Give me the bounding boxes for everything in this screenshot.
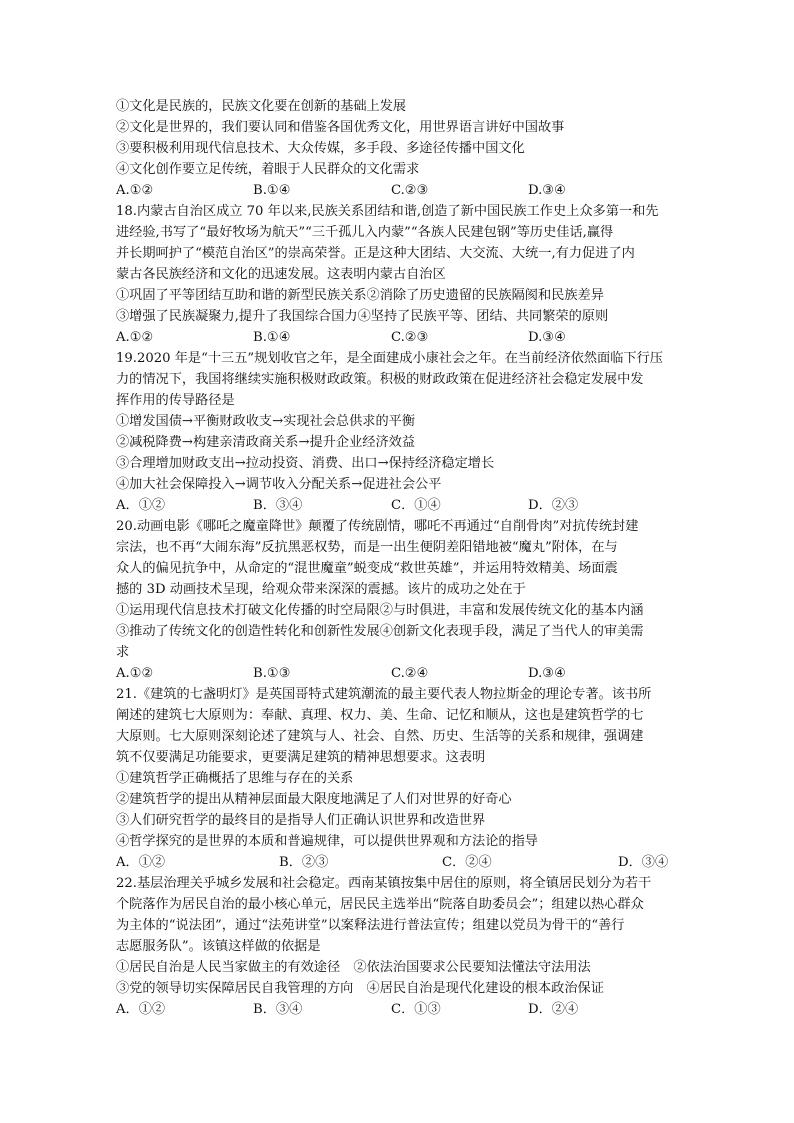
option-c: C．②④ xyxy=(442,855,492,870)
stem-line: 22.基层治理关乎城乡发展和社会稳定。西南某镇按集中居住的原则，将全镇居民划分为若干 xyxy=(116,876,652,891)
choice-line: ①巩固了平等团结互助和谐的新型民族关系②消除了历史遗留的民族隔阂和民族差异 xyxy=(116,288,604,303)
answer-options xyxy=(116,852,688,873)
stem-line: 19.2020 年是“十三五”规划收官之年，是全面建成小康社会之年。在当前经济依然面临下行压 xyxy=(116,351,663,366)
choice-line: ②减税降费→构建亲清政商关系→提升企业经济效益 xyxy=(116,435,416,450)
option-c: C.②③ xyxy=(391,183,429,198)
choice-line: ③要积极利用现代信息技术、大众传媒，多手段、多途径传播中国文化 xyxy=(116,141,525,156)
choice-line: ①建筑哲学正确概括了思维与存在的关系 xyxy=(116,771,354,786)
stem-line: 筑不仅要满足功能要求，更要满足建筑的精神思想要求。这表明 xyxy=(116,750,486,765)
choice-line: ③合理增加财政支出→拉动投资、消费、出口→保持经济稳定增长 xyxy=(116,456,495,471)
answer-options xyxy=(116,663,688,684)
answer-options xyxy=(116,999,688,1020)
option-c: C.②③ xyxy=(391,330,429,345)
question-17 xyxy=(116,96,688,201)
stem-line: 进经验,书写了“最好牧场为航天”“三千孤儿入内蒙”“各族人民建包钢”等历史佳话,赢得 xyxy=(116,225,614,240)
choice-line: ①居民自治是人民当家做主的有效途径 ②依法治国要求公民要知法懂法守法用法 xyxy=(116,960,591,975)
stem-line: 众人的偏见抗争中，从命定的“混世魔童”蜕变成“救世英雄”，并运用特效精美、场面震 xyxy=(116,561,618,576)
choice-line: ①运用现代信息技术打破文化传播的时空局限②与时俱进，丰富和发展传统文化的基本内涵 xyxy=(116,603,644,618)
option-a: A.①② xyxy=(116,183,154,198)
stem-line: 撼的 3D 动画技术呈现，给观众带来深深的震撼。该片的成功之处在于 xyxy=(116,582,526,597)
option-d: D.③④ xyxy=(528,330,566,345)
option-d: D．②④ xyxy=(528,1002,579,1017)
option-a: A.①② xyxy=(116,666,154,681)
option-b: B．③④ xyxy=(253,1002,303,1017)
stem-line: 20.动画电影《哪吒之魔童降世》颠覆了传统剧情，哪吒不再通过“自削骨肉”对抗传统封建 xyxy=(116,519,639,534)
choice-line: ①文化是民族的，民族文化要在创新的基础上发展 xyxy=(116,99,407,114)
choice-line: 求 xyxy=(116,645,130,660)
option-b: B．③④ xyxy=(253,498,303,513)
choice-line: ②文化是世界的，我们要认同和借鉴各国优秀文化，用世界语言讲好中国故事 xyxy=(116,120,565,135)
answer-options xyxy=(116,180,688,201)
question-19 xyxy=(116,348,688,516)
choice-line: ④哲学探究的是世界的本质和普遍规律，可以提供世界观和方法论的指导 xyxy=(116,834,538,849)
stem-line: 个院落作为居民自治的最小核心单元，居民民主选举出“院落自助委员会”；组建以热心群众 xyxy=(116,897,644,912)
stem-line: 并长期呵护了“模范自治区”的崇高荣誉。正是这种大团结、大交流、大统一,有力促进了内 xyxy=(116,246,635,261)
option-d: D.③④ xyxy=(528,666,566,681)
option-a: A．①② xyxy=(116,498,166,513)
option-a: A．①② xyxy=(116,1002,166,1017)
stem-line: 18.内蒙古自治区成立 70 年以来,民族关系团结和谐,创造了新中国民族工作史上众多第一和先 xyxy=(116,204,659,219)
answer-options xyxy=(116,495,688,516)
question-21 xyxy=(116,684,688,873)
stem-line: 蒙古各民族经济和文化的迅速发展。这表明内蒙古自治区 xyxy=(116,267,446,282)
choice-line: ③推动了传统文化的创造性转化和创新性发展④创新文化表现手段，满足了当代人的审美需 xyxy=(116,624,644,639)
option-d: D.③④ xyxy=(528,183,566,198)
option-c: C.②④ xyxy=(391,666,429,681)
choice-line: ③人们研究哲学的最终目的是指导人们正确认识世界和改造世界 xyxy=(116,813,486,828)
option-c: C．①③ xyxy=(391,1002,441,1017)
option-d: D．③④ xyxy=(618,855,669,870)
option-a: A.①② xyxy=(116,330,154,345)
stem-line: 21.《建筑的七盏明灯》是英国哥特式建筑潮流的最主要代表人物拉斯金的理论专著。该书所 xyxy=(116,687,652,702)
question-22 xyxy=(116,873,688,1020)
option-b: B.①③ xyxy=(253,666,291,681)
stem-line: 为主体的“说法团”，通过“法苑讲堂”以案释法进行普法宣传；组建以党员为骨干的“善行 xyxy=(116,918,625,933)
exam-page xyxy=(116,96,688,1020)
choice-line: ③党的领导切实保障居民自我管理的方向 ④居民自治是现代化建设的根本政治保证 xyxy=(116,981,604,996)
option-b: B．②③ xyxy=(279,855,329,870)
stem-line: 力的情况下，我国将继续实施积极财政政策。积极的财政政策在促进经济社会稳定发展中发 xyxy=(116,372,644,387)
question-18 xyxy=(116,201,688,348)
stem-line: 阐述的建筑七大原则为：奉献、真理、权力、美、生命、记忆和顺从，这也是建筑哲学的七 xyxy=(116,708,644,723)
choice-line: ③增强了民族凝聚力,提升了我国综合国力④坚持了民族平等、团结、共同繁荣的原则 xyxy=(116,309,609,324)
answer-options xyxy=(116,327,688,348)
stem-line: 大原则。七大原则深刻论述了建筑与人、社会、自然、历史、生活等的关系和规律，强调建 xyxy=(116,729,644,744)
option-a: A．①② xyxy=(116,855,166,870)
choice-line: ④文化创作要立足传统，着眼于人民群众的文化需求 xyxy=(116,162,420,177)
option-b: B.①④ xyxy=(253,330,291,345)
choice-line: ④加大社会保障投入→调节收入分配关系→促进社会公平 xyxy=(116,477,442,492)
question-20 xyxy=(116,516,688,684)
stem-line: 志愿服务队”。该镇这样做的依据是 xyxy=(116,939,321,954)
choice-line: ①增发国债→平衡财政收支→实现社会总供求的平衡 xyxy=(116,414,416,429)
stem-line: 宗法，也不再“大闹东海”反抗黑恶权势，而是一出生便阴差阳错地被“魔丸”附体，在与 xyxy=(116,540,618,555)
choice-line: ②建筑哲学的提出从精神层面最大限度地满足了人们对世界的好奇心 xyxy=(116,792,512,807)
option-b: B.①④ xyxy=(253,183,291,198)
option-c: C．①④ xyxy=(391,498,441,513)
stem-line: 挥作用的传导路径是 xyxy=(116,393,235,408)
option-d: D．②③ xyxy=(528,498,579,513)
